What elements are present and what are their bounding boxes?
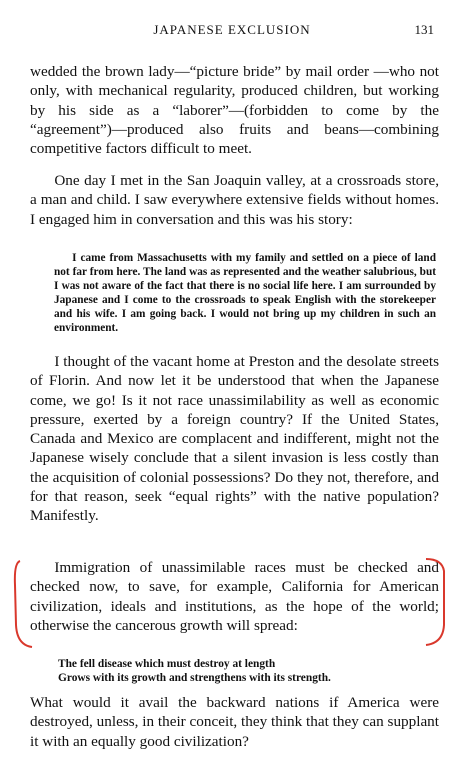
- page-header: [30, 22, 434, 42]
- verse-line-2: Grows with its growth and strengthens with its strength.: [58, 672, 331, 684]
- verse-line-1: The fell disease which must destroy at length: [58, 658, 276, 670]
- verse-quotation: [58, 657, 438, 685]
- paragraph-picture-bride: wedded the brown lady—“picture bride” by mail order —who not only, with mechanical regularity, produced children, but working by his side as a “laborer”—(forbidden to come by the “agreement”)—produced also fruits and beans—combining competitive factors difficult to meet.: [30, 63, 439, 158]
- paragraph-preston-florin: I thought of the vacant home at Preston and the desolate streets of Florin. And now let it be understood that when the Japanese come, we go! Is it not race unassimilability as well as economic pressure, exerted by a foreign country? If the United States, Canada and Mexico are complacent and indifferent, might not the Japanese wisely conclude that a silent invasion is less costly than the acquisition of colonial possessions? Do they not, therefore, and for that reason, seek “equal rights” with the native population? Manifestly.: [30, 353, 439, 525]
- running-head: JAPANESE EXCLUSION: [153, 22, 311, 37]
- paragraph-san-joaquin: One day I met in the San Joaquin valley, at a crossroads store, a man and child. I saw everywhere extensive fields without homes. I engaged him in conversation and this was his story:: [30, 172, 439, 228]
- paragraph-backward-nations: What would it avail the backward nations if America were destroyed, unless, in their conceit, they think that they can supplant it with an equally good civilization?: [30, 694, 439, 750]
- page-number: 131: [414, 22, 434, 37]
- red-margin-bracket: [6, 555, 452, 650]
- paragraph-immigration: Immigration of unassimilable races must be checked and checked now, to save, for example, California for American civilization, ideals and institutions, as the hope of the world; otherwise the cancerous growth will spread:: [30, 559, 439, 634]
- quote-massachusetts-settler: I came from Massachusetts with my family and settled on a piece of land not far from here. The land was as represented and the weather salubrious, but I was not aware of the fact that there is no social life here. I am surrounded by Japanese and I come to the crossroads to speak English with the storekeeper and his wife. I am going back. I would not bring up my children in such an environment.: [54, 252, 436, 335]
